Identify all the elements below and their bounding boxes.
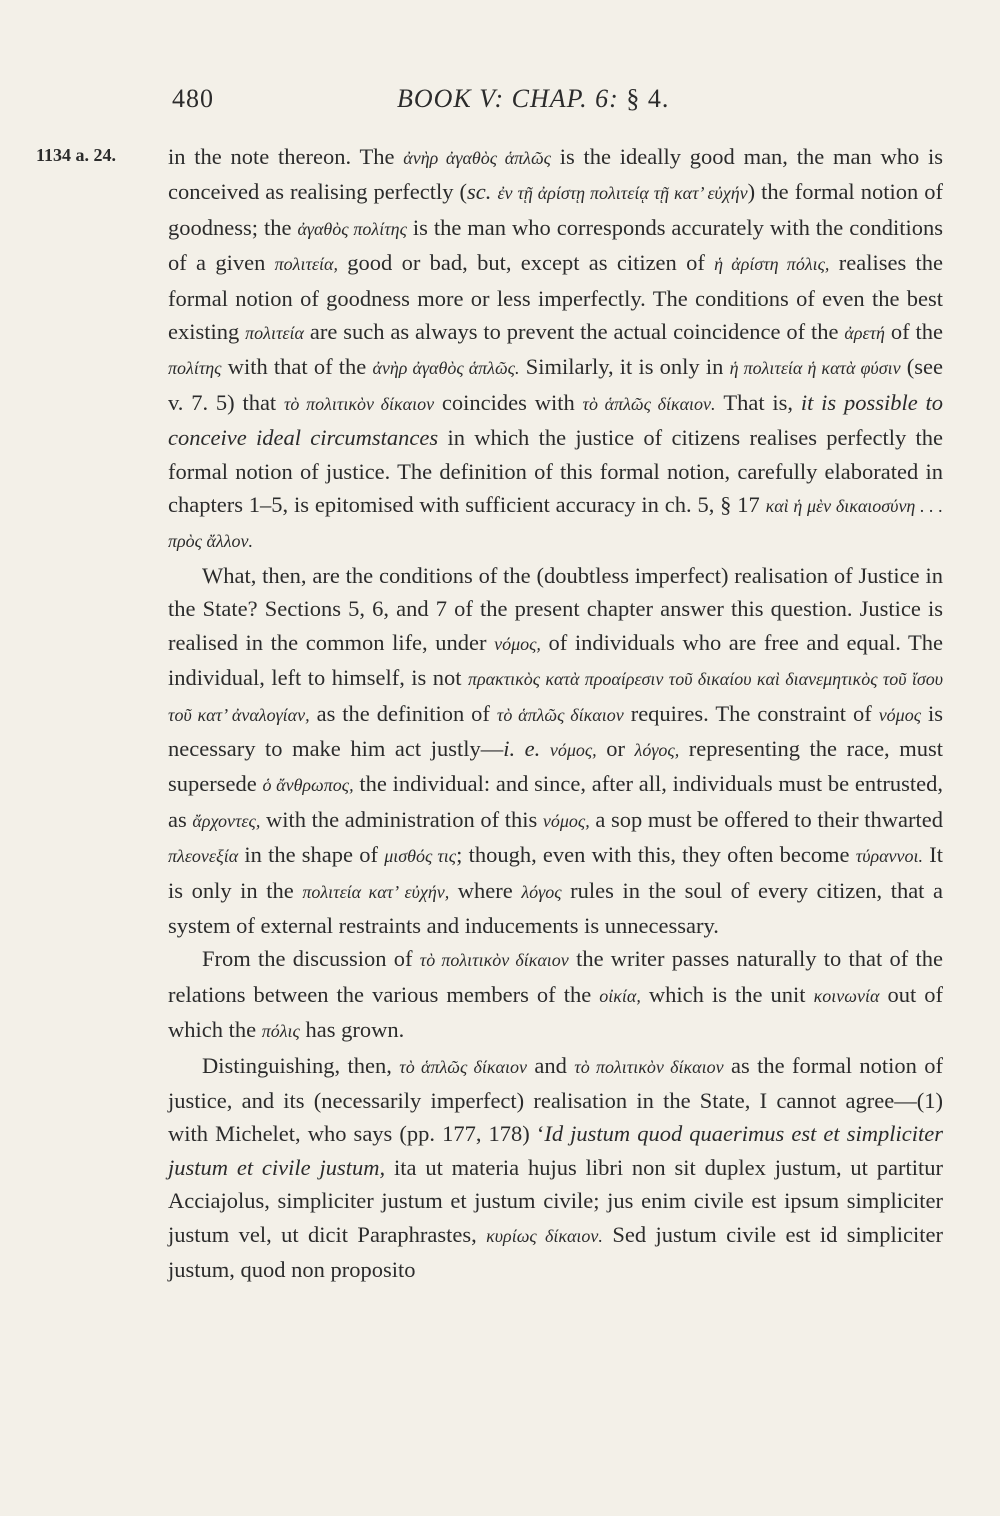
body-text [168,140,943,1286]
greek-phrase: νόμος, [494,633,541,654]
text-run: of the [884,319,943,345]
text-run: of individuals who are free and equal. The individual, left to himself, is not [168,629,943,691]
text-run: which is the unit [640,981,814,1007]
greek-phrase: λόγος, [634,739,680,760]
greek-phrase: τὸ πολιτικὸν δίκαιον [574,1056,724,1077]
greek-phrase: πρακτικὸς κατὰ προαίρεσιν τοῦ δικαίου καὶ διανεμητικὸς τοῦ ἴσου τοῦ κατ’ ἀναλογίαν, [168,669,943,725]
greek-phrase: μισθός τις [384,846,457,867]
paragraph [168,140,943,559]
greek-phrase: τὸ πολιτικὸν δίκαιον [419,950,569,971]
text-run: is the man who corresponds accurately with the conditions of a given [168,214,943,276]
greek-phrase: ἀρετή [844,323,885,344]
italic-phrase: it is possible to conceive ideal circumstances [168,389,943,451]
greek-phrase: τύραννοι. [855,846,924,867]
greek-phrase: ὁ ἄνθρωπος, [262,775,354,796]
greek-phrase: νόμος, [542,810,590,831]
greek-phrase: νόμος, [549,739,597,760]
text-run: From the discussion of [202,946,420,972]
text-run: (see v. 7. 5) that [168,354,943,415]
text-run: out of which the [168,981,943,1043]
greek-phrase: ἀνὴρ ἀγαθὸς ἁπλῶς [403,148,551,168]
greek-phrase: ἡ πολιτεία ἡ κατὰ φύσιν [729,358,901,379]
greek-phrase: πλεονεξία [168,846,239,867]
text-run: coincides with [434,389,583,415]
text-run: the individual: and since, after all, individuals must be entrusted, as [168,771,943,832]
text-run: where [449,877,522,903]
paragraph [168,1049,943,1287]
greek-phrase: πολίτης [168,358,222,379]
italic-phrase: sc. [467,179,492,205]
text-run: has grown. [299,1017,405,1043]
greek-phrase: ἄρχοντες, [192,810,261,831]
text-run: or [596,735,635,761]
greek-phrase: κοινωνία [813,985,880,1006]
greek-phrase: πολιτεία [245,323,304,344]
greek-phrase: καὶ ἡ μὲν δικαιοσύνη . . . πρὸς ἄλλον. [168,496,943,552]
text-run: realises the formal notion of goodness more or less imperfectly. The conditions of even the best existing [168,250,943,345]
text-run: in which the justice of citizens realises perfectly the formal notion of justice. The definition of this formal notion, carefully elaborated in chapters 1–5, is epitomised with sufficient accuracy in ch. 5, § 17 [168,425,943,518]
text-run: in the shape of [238,842,385,868]
greek-phrase: τὸ ἁπλῶς δίκαιον. [582,393,716,414]
margin-reference: 1134 a. 24. [36,145,117,165]
greek-phrase: τὸ ἁπλῶς δίκαιον [496,704,624,725]
text-run: and [527,1052,575,1078]
text-run: rules in the soul of every citizen, that a system of external restraints and inducements is unnecessary. [168,877,943,938]
greek-phrase: λόγος [521,881,562,902]
greek-phrase: ἀνὴρ ἀγαθὸς ἁπλῶς. [372,358,520,379]
text-run: the writer passes naturally to that of the relations between the various members of the [168,946,943,1007]
text-run: It is only in the [168,842,943,903]
paragraph [168,942,943,1048]
paragraph [168,559,943,942]
greek-phrase: πόλις [261,1021,300,1042]
text-run: is necessary to make him act justly— [168,700,943,761]
running-head-book: BOOK V: CHAP. 6: [397,84,619,113]
greek-phrase: νόμος [878,704,922,725]
text-run: Similarly, it is only in [519,354,730,380]
text-run: in the note thereon. The [168,144,404,169]
greek-phrase: πολιτεία κατ’ εὐχήν, [302,881,450,902]
greek-phrase: ἡ ἀρίστη πόλις, [714,254,830,275]
italic-phrase: i. e. [503,735,541,761]
greek-phrase: ἀγαθὸς πολίτης [297,218,407,239]
text-run [540,736,550,761]
text-run: ita ut materia hujus libri non sit duplex justum, ut partitur Acciajolus, simpliciter justum et justum civile; jus enim civile est ipsum simpliciter justum vel, ut dicit Paraphrastes, [168,1154,944,1247]
greek-phrase: οἰκία, [599,985,641,1006]
text-run: with that of the [221,354,373,380]
page-number: 480 [172,84,214,113]
text-run: ; though, even with this, they often become [456,842,856,868]
text-run: are such as always to prevent the actual coincidence of the [303,319,845,345]
text-run: requires. The constraint of [623,700,879,726]
text-run: representing the race, must supersede [168,735,943,797]
page-header [172,84,752,124]
text-run: as the formal notion of justice, and its (necessarily imperfect) realisation in the State, I cannot agree—(1) with Michelet, who says (pp. 177, 178) ‘ [168,1052,943,1147]
text-run: Sed justum civile est id simpliciter justum, quod non proposito [168,1221,943,1282]
text-run: a sop must be offered to their thwarted [589,806,943,832]
greek-phrase: τὸ πολιτικὸν δίκαιον [283,393,435,414]
text-run: as the definition of [309,700,497,726]
text-run: Distinguishing, then, [202,1052,400,1078]
text-run: with the administration of this [260,806,543,832]
text-run: What, then, are the conditions of the (doubtless imperfect) realisation of Justice in the State? Sections 5, 6, and 7 of the present chapter answer this question. Justice is realised in the common life, under [168,562,943,655]
text-run: That is, [715,389,801,415]
running-head [397,84,669,114]
greek-phrase: πολιτεία, [274,254,338,275]
text-run: good or bad, but, except as citizen of [337,250,715,276]
text-run: ) the formal notion of goodness; the [168,179,944,240]
running-head-section: § 4. [626,84,670,113]
greek-phrase: κυρίως δίκαιον. [486,1225,603,1246]
italic-phrase: Id justum quod quaerimus est et simpliciter justum et civile justum, [168,1121,943,1180]
text-run: is the ideally good man, the man who is conceived as realising perfectly ( [168,144,943,205]
greek-phrase: ἐν τῇ ἀρίστῃ πολιτείᾳ τῇ κατ’ εὐχήν [497,183,748,204]
greek-phrase: τὸ ἁπλῶς δίκαιον [399,1056,527,1077]
